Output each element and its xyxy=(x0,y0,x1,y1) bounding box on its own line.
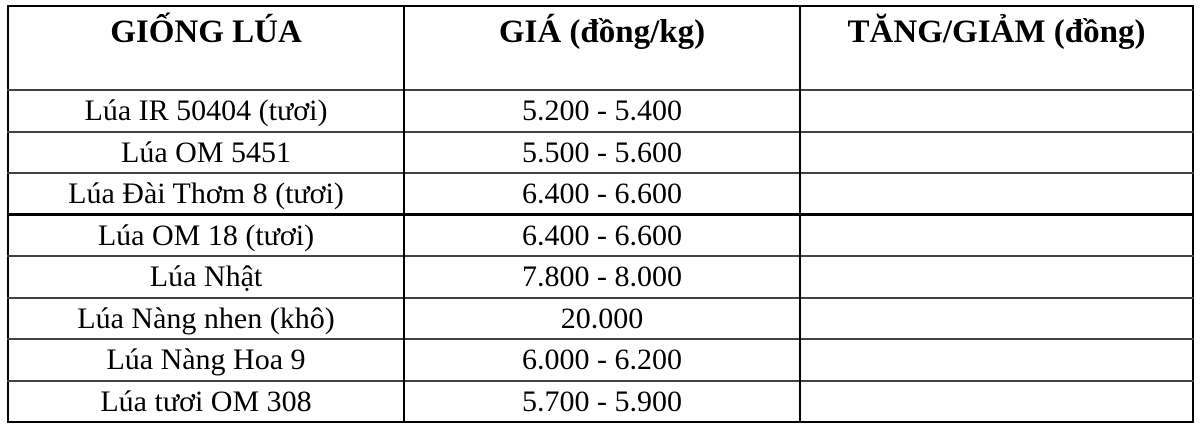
table-row xyxy=(8,90,1193,132)
column-header-price: GIÁ (đồng/kg) xyxy=(404,6,800,90)
variety-cell: Lúa OM 18 (tươi) xyxy=(8,215,404,257)
column-header-change: TĂNG/GIẢM (đồng) xyxy=(800,6,1193,90)
table-row xyxy=(8,173,1193,215)
change-cell xyxy=(800,132,1193,174)
rice-price-table-container xyxy=(7,5,1194,423)
table-row xyxy=(8,132,1193,174)
change-cell xyxy=(800,381,1193,423)
change-cell xyxy=(800,256,1193,298)
price-cell: 20.000 xyxy=(404,298,800,340)
price-cell: 5.500 - 5.600 xyxy=(404,132,800,174)
table-row xyxy=(8,215,1193,257)
price-cell: 7.800 - 8.000 xyxy=(404,256,800,298)
table-row xyxy=(8,381,1193,423)
change-cell xyxy=(800,215,1193,257)
variety-cell: Lúa Đài Thơm 8 (tươi) xyxy=(8,173,404,215)
price-cell: 5.700 - 5.900 xyxy=(404,381,800,423)
variety-cell: Lúa IR 50404 (tươi) xyxy=(8,90,404,132)
change-cell xyxy=(800,298,1193,340)
change-cell xyxy=(800,90,1193,132)
table-row xyxy=(8,256,1193,298)
change-cell xyxy=(800,339,1193,381)
price-cell: 5.200 - 5.400 xyxy=(404,90,800,132)
variety-cell: Lúa Nhật xyxy=(8,256,404,298)
variety-cell: Lúa Nàng nhen (khô) xyxy=(8,298,404,340)
variety-cell: Lúa Nàng Hoa 9 xyxy=(8,339,404,381)
rice-price-table xyxy=(7,5,1194,423)
header-row xyxy=(8,6,1193,90)
column-header-variety: GIỐNG LÚA xyxy=(110,14,302,50)
price-cell: 6.400 - 6.600 xyxy=(404,215,800,257)
table-row xyxy=(8,298,1193,340)
price-cell: 6.400 - 6.600 xyxy=(404,173,800,215)
change-cell xyxy=(800,173,1193,215)
variety-cell: Lúa OM 5451 xyxy=(8,132,404,174)
variety-cell: Lúa tươi OM 308 xyxy=(8,381,404,423)
price-cell: 6.000 - 6.200 xyxy=(404,339,800,381)
table-row xyxy=(8,339,1193,381)
